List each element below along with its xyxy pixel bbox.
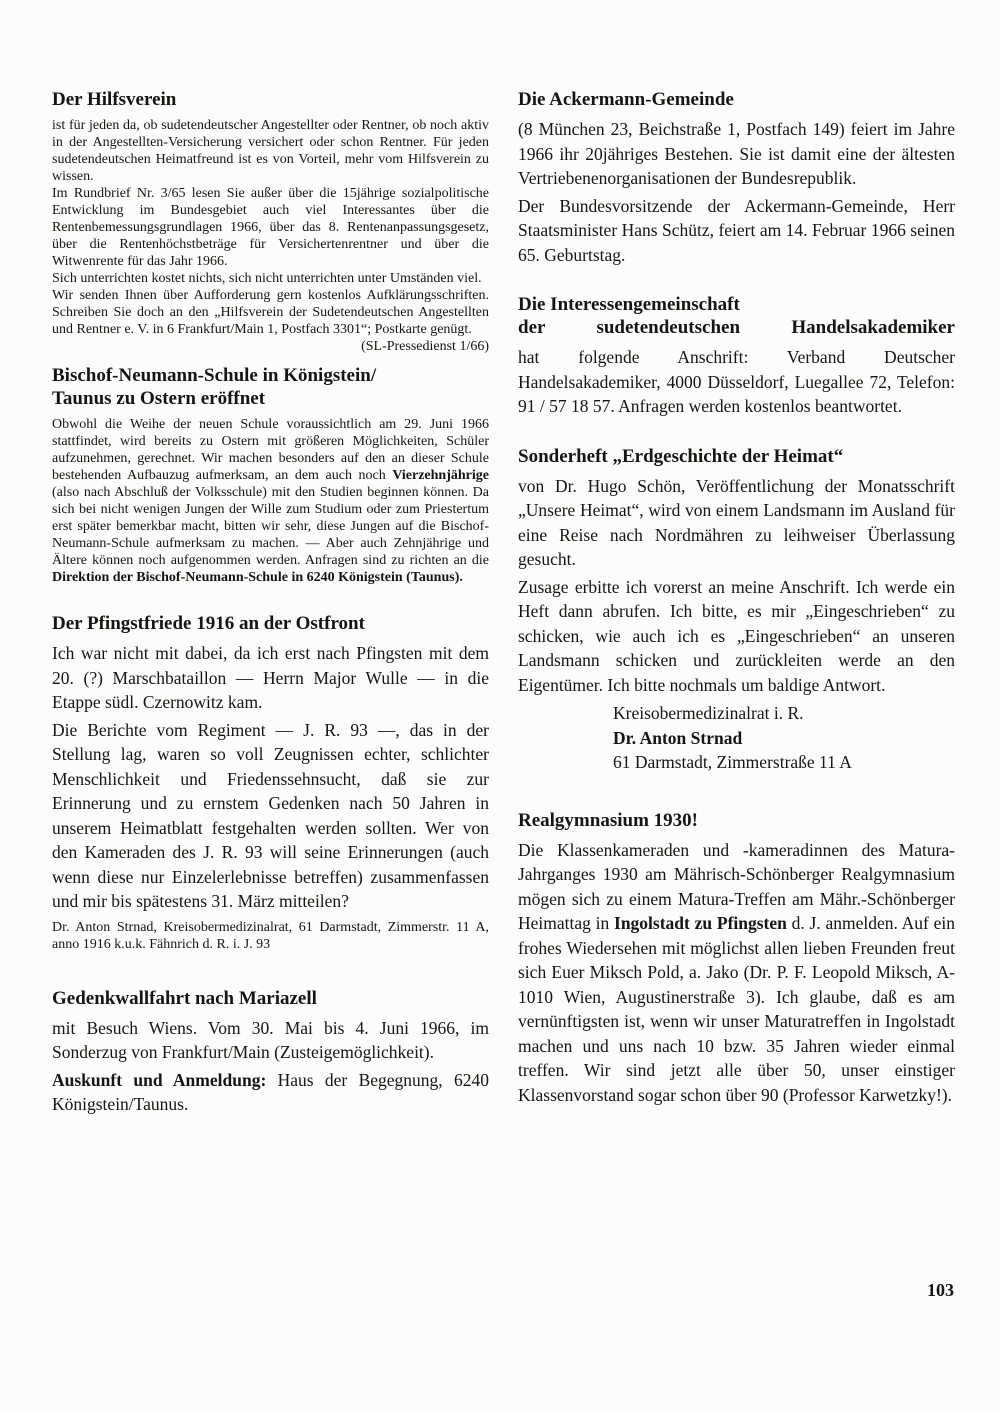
paragraph: Zusage erbitte ich vorerst an meine Anschrift. Ich werde ein Heft dann abrufen. Ich bitte, es mir „Eingeschrieben“ zu schicken, wie auch ich es „Eingeschrieben“ an unseren Landsmann schicken und zurückleiten werde an den Eigentümer. Ich bitte nochmals um baldige Antwort.	[518, 576, 955, 695]
paragraph: Der Bundesvorsitzende der Ackermann-Gemeinde, Herr Staatsminister Hans Schütz, feiert am 14. Februar 1966 seinen 65. Geburtstag.	[518, 195, 955, 265]
article-bischof-neumann-schule	[52, 364, 489, 586]
title-line-2: Taunus zu Ostern eröffnet	[52, 388, 266, 409]
paragraph	[52, 416, 489, 586]
paragraph-text: d. J. anmelden. Auf ein frohes Wiedersehen mit möglichst allen lieben Freunden freut sich Euer Miksch Pold, a. Jako (Dr. P. F. Leopold Miksch, A-1010 Wien, Augustinerstraße 3). Ich glaube, daß es am vernünftigsten ist, wenn wir unser Maturatreffen in Ingolstadt machen und uns nach 10 bzw. 35 Jahren wieder einmal treffen. Wir sind jetzt alle über 50, unser einstiger Klassenvorstand sogar schon über 90 (Professor Karwetzky!).	[518, 913, 955, 1105]
article-title-realgymnasium: Realgymnasium 1930!	[518, 809, 698, 831]
signature-name: Dr. Anton Strnad	[613, 727, 743, 748]
paragraph: (8 München 23, Beichstraße 1, Postfach 149) feiert im Jahre 1966 ihr 20jähriges Bestehen. Sie ist damit eine der ältesten Vertriebenenorganisationen der Bundesrepublik.	[518, 119, 955, 188]
paragraph	[518, 838, 955, 1108]
article-title-hilfsverein: Der Hilfsverein	[52, 89, 177, 110]
right-column	[518, 88, 955, 1143]
page-number: 103	[927, 1280, 954, 1300]
article-sonderheft	[518, 445, 955, 775]
paragraph-text: (also nach Abschluß der Volksschule) mit den Studien beginnen können. Da sich bei nicht wenigen Jungen der Wille zum Studium oder zum Priestertum erst später bemerkbar macht, bitten wir sehr, diese Jungen auf die Bischof-Neumann-Schule aufmerksam zu machen. — Aber auch Zehnjährige und Ältere können noch aufgenommen werden. Anfragen sind zu richten an die	[52, 485, 489, 568]
left-column	[52, 88, 489, 1143]
paragraph: mit Besuch Wiens. Vom 30. Mai bis 4. Juni 1966, im Sonderzug von Frankfurt/Main (Zusteigemöglichkeit).	[52, 1017, 489, 1062]
emphasized-text: Ingolstadt zu Pfingsten	[614, 913, 787, 933]
title-line-2: der sudetendeutschen Handelsakademiker	[518, 317, 955, 338]
paragraph: Ich war nicht mit dabei, da ich erst nach Pfingsten mit dem 20. (?) Marschbataillon — Herrn Major Wulle — in die Etappe südl. Czernowitz kam.	[52, 643, 489, 712]
article-title-pfingstfriede: Der Pfingstfriede 1916 an der Ostfront	[52, 613, 365, 634]
author-credit: Dr. Anton Strnad, Kreisobermedizinalrat, 61 Darmstadt, Zimmerstr. 11 A, anno 1916 k.u.k. Fähnrich d. R. i. J. 93	[52, 919, 489, 952]
paragraph: ist für jeden da, ob sudetendeutscher Angestellter oder Rentner, ob noch aktiv in der Angestellten-Versicherung versichert oder schon Rentner. Für jeden sudetendeutschen Heimatfreund ist es von Vorteil, mehr vom Hilfsverein zu wissen.	[52, 118, 489, 184]
paragraph-text: Wir senden Ihnen über Aufforderung gern kostenlos Aufklärungsschriften. Schreiben Sie doch an den „Hilfsverein der Sudetendeutschen Angestellten und Rentner e. V. in 6 Frankfurt/Main 1, Postfach 3301“; Postkarte genügt.	[52, 288, 489, 337]
article-title-interessengemeinschaft	[518, 293, 955, 339]
article-title-schule	[52, 364, 489, 410]
emphasized-text: Direktion der Bischof-Neumann-Schule in 6240 Königstein (Taunus).	[52, 570, 463, 585]
paragraph-text: Haus der Begegnung, 6240 Königstein/Taunus.	[52, 1069, 489, 1114]
article-realgymnasium	[518, 809, 955, 1108]
article-mariazell	[52, 987, 489, 1117]
article-title-ackermann: Die Ackermann-Gemeinde	[518, 89, 734, 110]
article-hilfsverein	[52, 88, 489, 354]
paragraph: Die Berichte vom Regiment — J. R. 93 —, das in der Stellung lag, waren so voll Zeugnissen echter, schlichter Menschlichkeit und Friedenssehnsucht, daß sie zur Erinnerung und zu ernstem Gedenken nach 50 Jahren in unserem Heimatblatt festgehalten werden sollten. Wer von den Kameraden des J. R. 93 will seine Erinnerungen (auch wenn diese nur Einzelerlebnisse betreffen) zusammenfassen und mir bis spätestens 31. März mitteilen?	[52, 719, 489, 911]
signature-address: 61 Darmstadt, Zimmerstraße 11 A	[613, 752, 852, 772]
article-title-mariazell: Gedenkwallfahrt nach Mariazell	[52, 987, 317, 1009]
article-interessengemeinschaft	[518, 293, 955, 419]
paragraph-text: Die Klassenkameraden und -kameradinnen des Matura-Jahrganges 1930 am Mährisch-Schönberger Realgymnasium mögen sich zu einem Matura-Treffen am Mähr.-Schönberger Heimattag in	[518, 839, 955, 933]
press-credit: (SL-Pressedienst 1/66)	[361, 339, 489, 354]
article-pfingstfriede	[52, 612, 489, 953]
paragraph: Sich unterrichten kostet nichts, sich nicht unterrichten unter Umständen viel.	[52, 271, 482, 286]
emphasized-text: Auskunft und Anmeldung:	[52, 1069, 267, 1090]
paragraph	[52, 1068, 489, 1117]
signature-role: Kreisobermedizinalrat i. R.	[613, 703, 804, 723]
paragraph: von Dr. Hugo Schön, Veröffentlichung der Monatsschrift „Unsere Heimat“, wird von einem Landsmann im Ausland für eine Reise nach Nordmähren zu leihweiser Überlassung gesucht.	[518, 475, 955, 569]
paragraph: hat folgende Anschrift: Verband Deutscher Handelsakademiker, 4000 Düsseldorf, Luegallee 72, Telefon: 91 / 57 18 57. Anfragen werden kostenlos beantwortet.	[518, 347, 955, 416]
article-ackermann-gemeinde	[518, 88, 955, 267]
two-column-layout	[52, 88, 955, 1143]
title-line-1: Bischof-Neumann-Schule in Königstein/	[52, 365, 377, 386]
paragraph-text: Obwohl die Weihe der neuen Schule voraussichtlich am 29. Juni 1966 stattfindet, wird bereits zu Ostern mit größeren Möglichkeiten, Schüler aufzunehmen, gerechnet. Wir machen besonders auf den an dieser Schule bestehenden Aufbauzug aufmerksam, an dem auch noch	[52, 417, 489, 483]
article-title-sonderheft: Sonderheft „Erdgeschichte der Heimat“	[518, 445, 844, 467]
paragraph: Im Rundbrief Nr. 3/65 lesen Sie außer über die 15jährige sozialpolitische Entwicklung im Bundesgebiet auch viel Interessantes über die Rentenbemessungsgrundlagen 1966, über das 8. Rentenanpassungsgesetz, über die Rentenhöchstbeträge für Versichertenrentner und über die Witwenrente für das Jahr 1966.	[52, 186, 489, 269]
emphasized-text: Vierzehnjährige	[392, 468, 489, 483]
paragraph	[52, 287, 489, 354]
signature-block	[518, 701, 955, 775]
title-line-1: Die Interessengemeinschaft	[518, 294, 740, 315]
